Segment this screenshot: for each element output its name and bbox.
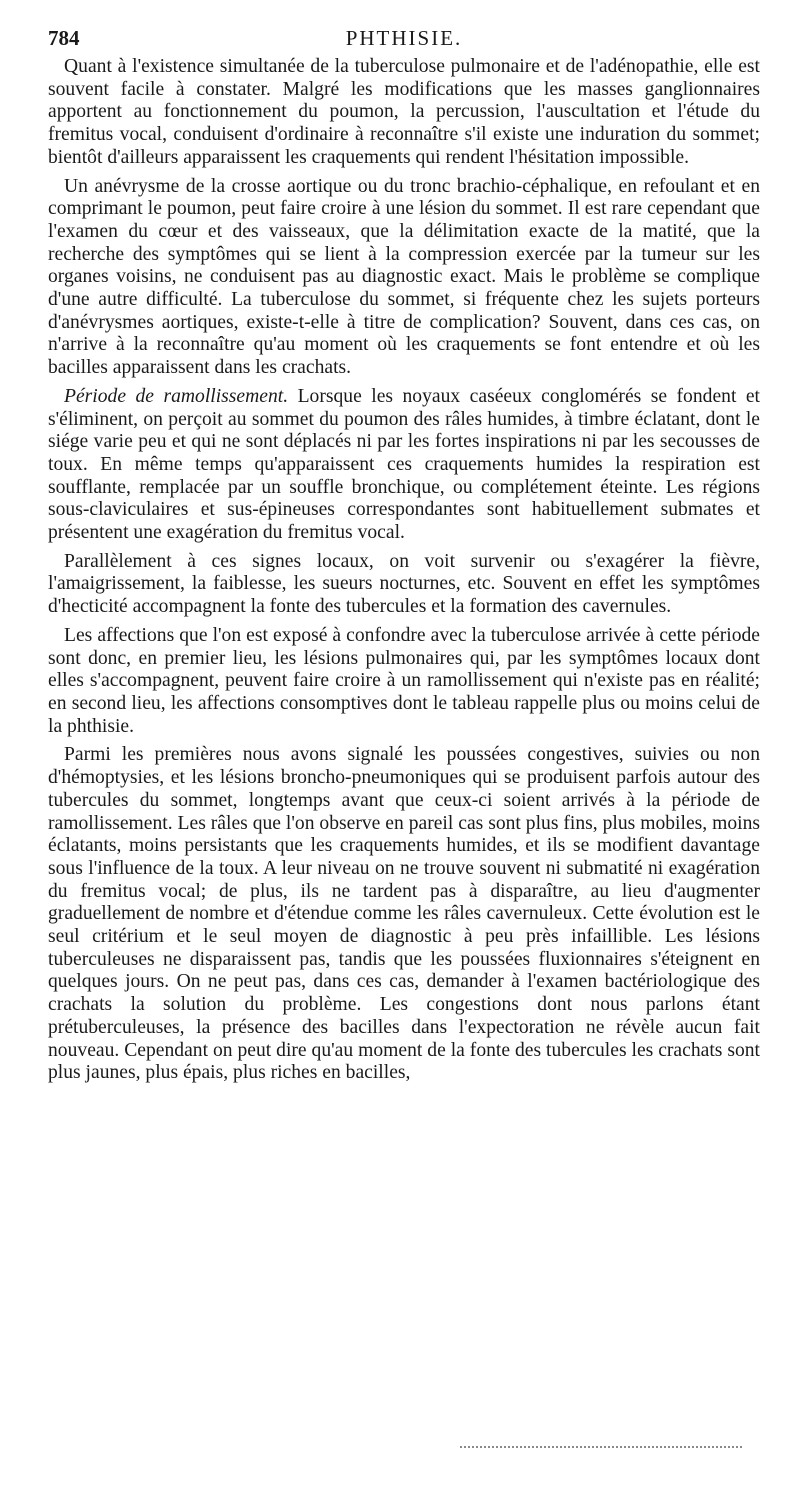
paragraph <box>48 176 760 380</box>
body-text <box>48 56 760 1085</box>
paragraph-text: Lorsque les noyaux caséeux conglomérés se fondent et s'éliminent, on perçoit au sommet du poumon des râles humides, à timbre éclatant, dont le siége varie peu et qui ne sont déplacés ni par les fortes inspirations ni par les secousses de toux. En même temps qu'apparaissent ces craquements humides la respiration est soufflante, remplacée par un souffle bronchique, ou complétement éteinte. Les régions sous-claviculaires et sus-épineuses correspondantes sont habituellement submates et présentent une exagération du fremitus vocal. <box>48 385 761 544</box>
paragraph <box>48 551 760 619</box>
section-lead: Période de ramollissement. <box>64 385 289 407</box>
paragraph-text: Quant à l'existence simultanée de la tuberculose pulmonaire et de l'adénopathie, elle est souvent facile à constater. Malgré les modifications que les masses ganglionnaires apportent au fonctionnement du poumon, la percussion, l'auscultation et l'étude du fremitus vocal, conduisent d'ordinaire à reconnaître s'il existe une induration du sommet; bientôt d'ailleurs apparaissent les craquements qui rendent l'hésitation impossible. <box>48 56 760 168</box>
paragraph-text: Parallèlement à ces signes locaux, on voit survenir ou s'exagérer la fièvre, l'amaigrissement, la faiblesse, les sueurs nocturnes, etc. Souvent en effet les symptômes d'hecticité accompagnent la fonte des tubercules et la formation des cavernules. <box>48 550 760 618</box>
running-title: PHTHISIE. <box>345 26 463 50</box>
paragraph-text: Un anévrysme de la crosse aortique ou du tronc brachio-céphalique, en refoulant et en comprimant le poumon, peut faire croire à une lésion du sommet. Il est rare cependant que l'examen du cœur et des vaisseaux, que la délimitation exacte de la matité, que la recherche des symptômes qui se lient à la compression exercée par la tumeur sur les organes voisins, ne conduisent pas au diagnostic exact. Mais le problème se complique d'une autre difficulté. La tuberculose du sommet, si fréquente chez les sujets porteurs d'anévrysmes aortiques, existe-t-elle à titre de complication? Souvent, dans ces cas, on n'arrive à la reconnaître qu'au moment où les craquements se font entendre et où les bacilles apparaissent dans les crachats. <box>48 175 760 379</box>
paragraph <box>48 386 760 545</box>
footer-rule <box>460 1446 742 1448</box>
page-number: 784 <box>48 26 80 50</box>
book-page <box>48 22 760 1085</box>
paragraph <box>48 744 760 1085</box>
page-header <box>48 22 760 56</box>
paragraph-text: Les affections que l'on est exposé à confondre avec la tuberculose arrivée à cette période sont donc, en premier lieu, les lésions pulmonaires qui, par les symptômes locaux dont elles s'accompagnent, peuvent faire croire à un ramollissement qui n'existe pas en réalité; en second lieu, les affections consomptives dont le tableau rappelle plus ou moins celui de la phthisie. <box>48 624 760 737</box>
paragraph-text: Parmi les premières nous avons signalé les poussées congestives, suivies ou non d'hémoptysies, et les lésions broncho-pneumoniques qui se produisent parfois autour des tubercules du sommet, longtemps avant que ceux-ci soient arrivés à la période de ramollissement. Les râles que l'on observe en pareil cas sont plus fins, plus mobiles, moins éclatants, moins persistants que les craquements humides, et ils se modifient davantage sous l'influence de la toux. A leur niveau on ne trouve souvent ni submatité ni exagération du fremitus vocal; de plus, ils ne tardent pas à disparaître, au lieu d'augmenter graduellement de nombre et d'étendue comme les râles cavernuleux. Cette évolution est le seul critérium et le seul moyen de diagnostic à peu près infaillible. Les lésions tuberculeuses ne disparaissent pas, tandis que les poussées fluxionnaires s'éteignent en quelques jours. On ne peut pas, dans ces cas, demander à l'examen bactériologique des crachats la solution du problème. Les congestions dont nous parlons étant prétuberculeuses, la présence des bacilles dans l'expectoration ne révèle aucun fait nouveau. Cependant on peut dire qu'au moment de la fonte des tubercules les crachats sont plus jaunes, plus épais, plus riches en bacilles, <box>48 744 760 1084</box>
paragraph <box>48 625 760 739</box>
paragraph <box>48 56 760 170</box>
